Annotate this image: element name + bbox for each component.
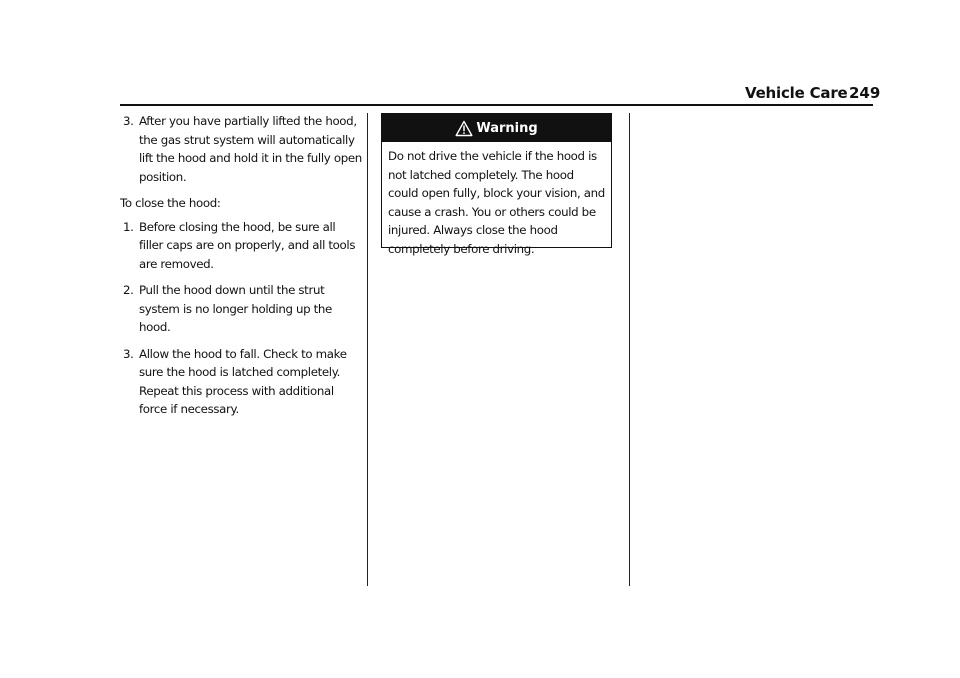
- section-title: Vehicle Care: [745, 84, 848, 102]
- step-text: Pull the hood down until the strut system is no longer holding up the hood.: [139, 283, 332, 334]
- step-number: 3.: [123, 346, 134, 361]
- warning-text: Do not drive the vehicle if the hood is not latched completely. The hood could open fully, block your vision, and cause a crash. You or others could be injured. Always close the hood completely before driving.: [388, 149, 605, 256]
- left-column: [120, 112, 362, 427]
- step-number: 2.: [123, 283, 134, 297]
- step-text: Before closing the hood, be sure all filler caps are on properly, and all tools are removed.: [139, 219, 356, 271]
- close-step-1: [120, 218, 362, 274]
- column-divider-right: [629, 113, 630, 586]
- step-text: After you have partially lifted the hood, the gas strut system will automatically lift the hood and hold it in the fully open position.: [139, 114, 362, 184]
- close-intro: To close the hood:: [120, 196, 221, 210]
- step-text: Allow the hood to fall. Check to make sure the hood is latched completely. Repeat this process with additional force if necessary.: [139, 346, 347, 416]
- close-step-2: [120, 281, 362, 337]
- column-divider-left: [367, 113, 368, 586]
- open-step-3: [120, 112, 362, 186]
- warning-title: Warning: [476, 120, 538, 136]
- header-divider: [120, 104, 873, 106]
- close-step-3: [120, 345, 362, 419]
- warning-header: [382, 114, 611, 142]
- warning-triangle-icon: [455, 120, 473, 137]
- step-number: 3.: [123, 114, 134, 128]
- warning-box: [381, 113, 612, 256]
- step-number: 1.: [123, 219, 134, 234]
- page-number: 249: [849, 84, 881, 102]
